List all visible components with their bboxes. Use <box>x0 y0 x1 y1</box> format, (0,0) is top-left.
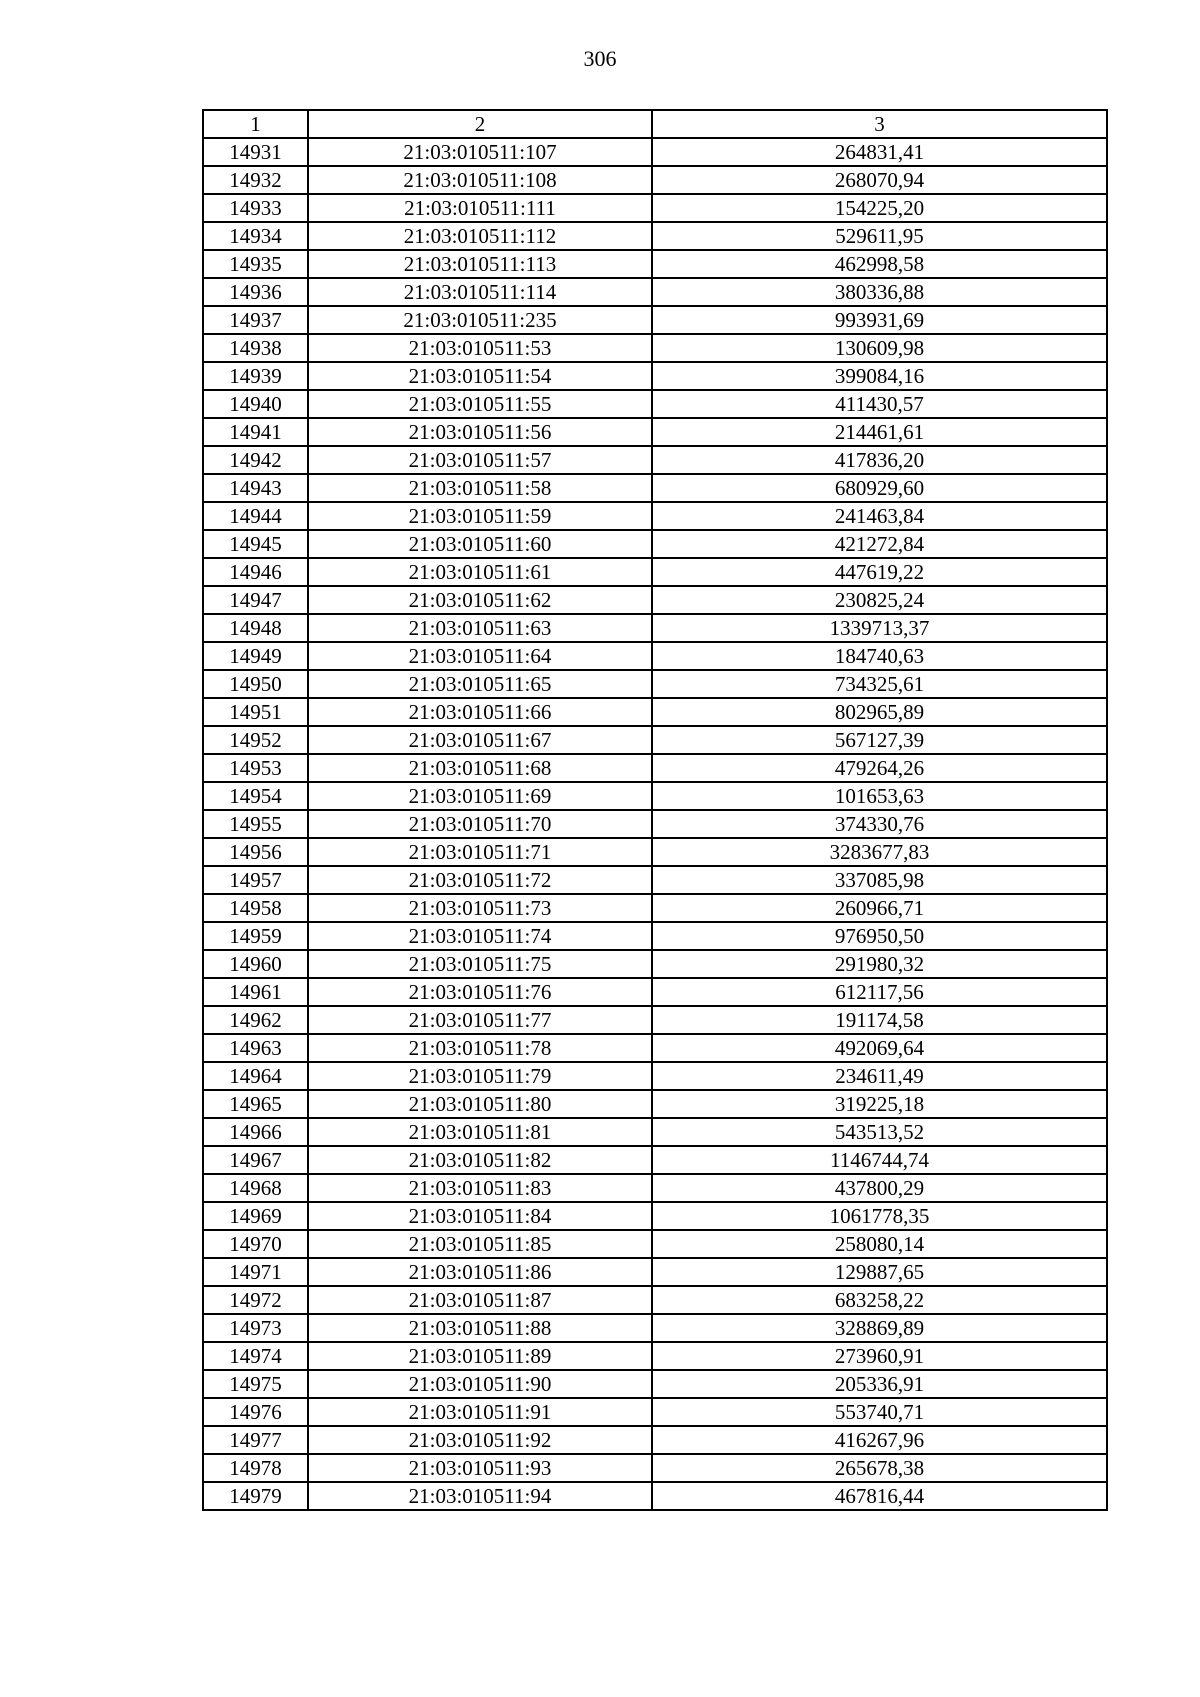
row-number-cell: 14974 <box>203 1342 308 1370</box>
table-header <box>203 110 1107 138</box>
value-cell: 467816,44 <box>652 1482 1107 1510</box>
row-number-cell: 14967 <box>203 1146 308 1174</box>
table-row <box>203 586 1107 614</box>
value-cell: 380336,88 <box>652 278 1107 306</box>
value-cell: 543513,52 <box>652 1118 1107 1146</box>
row-number-cell: 14944 <box>203 502 308 530</box>
table-row <box>203 726 1107 754</box>
value-cell: 129887,65 <box>652 1258 1107 1286</box>
cadastral-number-cell: 21:03:010511:75 <box>308 950 652 978</box>
table-row <box>203 418 1107 446</box>
row-number-cell: 14970 <box>203 1230 308 1258</box>
table-body <box>203 138 1107 1510</box>
cadastral-number-cell: 21:03:010511:85 <box>308 1230 652 1258</box>
value-cell: 241463,84 <box>652 502 1107 530</box>
cadastral-number-cell: 21:03:010511:114 <box>308 278 652 306</box>
table-row <box>203 698 1107 726</box>
row-number-cell: 14963 <box>203 1034 308 1062</box>
row-number-cell: 14954 <box>203 782 308 810</box>
page-number: 306 <box>583 46 617 71</box>
value-cell: 734325,61 <box>652 670 1107 698</box>
value-cell: 337085,98 <box>652 866 1107 894</box>
table-row <box>203 194 1107 222</box>
value-cell: 416267,96 <box>652 1426 1107 1454</box>
table-row <box>203 922 1107 950</box>
cadastral-number-cell: 21:03:010511:53 <box>308 334 652 362</box>
table-row <box>203 838 1107 866</box>
cadastral-number-cell: 21:03:010511:59 <box>308 502 652 530</box>
cadastral-number-cell: 21:03:010511:111 <box>308 194 652 222</box>
row-number-cell: 14957 <box>203 866 308 894</box>
cadastral-number-cell: 21:03:010511:87 <box>308 1286 652 1314</box>
cadastral-number-cell: 21:03:010511:70 <box>308 810 652 838</box>
value-cell: 421272,84 <box>652 530 1107 558</box>
table-row <box>203 306 1107 334</box>
cadastral-number-cell: 21:03:010511:72 <box>308 866 652 894</box>
value-cell: 328869,89 <box>652 1314 1107 1342</box>
row-number-cell: 14977 <box>203 1426 308 1454</box>
cadastral-number-cell: 21:03:010511:107 <box>308 138 652 166</box>
table-row <box>203 362 1107 390</box>
row-number-cell: 14955 <box>203 810 308 838</box>
cadastral-number-cell: 21:03:010511:83 <box>308 1174 652 1202</box>
table-row <box>203 530 1107 558</box>
table-row <box>203 474 1107 502</box>
table-row <box>203 278 1107 306</box>
value-cell: 374330,76 <box>652 810 1107 838</box>
value-cell: 1061778,35 <box>652 1202 1107 1230</box>
value-cell: 492069,64 <box>652 1034 1107 1062</box>
cadastral-number-cell: 21:03:010511:71 <box>308 838 652 866</box>
row-number-cell: 14940 <box>203 390 308 418</box>
cadastral-number-cell: 21:03:010511:57 <box>308 446 652 474</box>
row-number-cell: 14972 <box>203 1286 308 1314</box>
cadastral-number-cell: 21:03:010511:81 <box>308 1118 652 1146</box>
value-cell: 291980,32 <box>652 950 1107 978</box>
row-number-cell: 14943 <box>203 474 308 502</box>
row-number-cell: 14931 <box>203 138 308 166</box>
table-row <box>203 978 1107 1006</box>
value-cell: 462998,58 <box>652 250 1107 278</box>
row-number-cell: 14947 <box>203 586 308 614</box>
cadastral-number-cell: 21:03:010511:112 <box>308 222 652 250</box>
table-row <box>203 222 1107 250</box>
table-row <box>203 1258 1107 1286</box>
table-row <box>203 1118 1107 1146</box>
table-row <box>203 866 1107 894</box>
row-number-cell: 14934 <box>203 222 308 250</box>
cadastral-number-cell: 21:03:010511:76 <box>308 978 652 1006</box>
table-row <box>203 950 1107 978</box>
row-number-cell: 14961 <box>203 978 308 1006</box>
row-number-cell: 14948 <box>203 614 308 642</box>
cadastral-number-cell: 21:03:010511:94 <box>308 1482 652 1510</box>
value-cell: 258080,14 <box>652 1230 1107 1258</box>
value-cell: 976950,50 <box>652 922 1107 950</box>
cadastral-number-cell: 21:03:010511:108 <box>308 166 652 194</box>
cadastral-number-cell: 21:03:010511:92 <box>308 1426 652 1454</box>
row-number-cell: 14960 <box>203 950 308 978</box>
row-number-cell: 14936 <box>203 278 308 306</box>
row-number-cell: 14973 <box>203 1314 308 1342</box>
row-number-cell: 14969 <box>203 1202 308 1230</box>
row-number-cell: 14956 <box>203 838 308 866</box>
row-number-cell: 14942 <box>203 446 308 474</box>
row-number-cell: 14971 <box>203 1258 308 1286</box>
value-cell: 264831,41 <box>652 138 1107 166</box>
row-number-cell: 14959 <box>203 922 308 950</box>
value-cell: 1146744,74 <box>652 1146 1107 1174</box>
cadastral-number-cell: 21:03:010511:113 <box>308 250 652 278</box>
cadastral-number-cell: 21:03:010511:80 <box>308 1090 652 1118</box>
row-number-cell: 14964 <box>203 1062 308 1090</box>
column-header-3: 3 <box>652 110 1107 138</box>
row-number-cell: 14978 <box>203 1454 308 1482</box>
row-number-cell: 14952 <box>203 726 308 754</box>
row-number-cell: 14939 <box>203 362 308 390</box>
cadastral-number-cell: 21:03:010511:78 <box>308 1034 652 1062</box>
row-number-cell: 14932 <box>203 166 308 194</box>
table-row <box>203 782 1107 810</box>
table-row <box>203 1370 1107 1398</box>
cadastral-number-cell: 21:03:010511:62 <box>308 586 652 614</box>
table-row <box>203 1454 1107 1482</box>
table-row <box>203 1090 1107 1118</box>
table-row <box>203 334 1107 362</box>
table-row <box>203 446 1107 474</box>
value-cell: 417836,20 <box>652 446 1107 474</box>
row-number-cell: 14979 <box>203 1482 308 1510</box>
cadastral-number-cell: 21:03:010511:67 <box>308 726 652 754</box>
table-row <box>203 138 1107 166</box>
value-cell: 230825,24 <box>652 586 1107 614</box>
cadastral-number-cell: 21:03:010511:77 <box>308 1006 652 1034</box>
cadastral-number-cell: 21:03:010511:90 <box>308 1370 652 1398</box>
row-number-cell: 14968 <box>203 1174 308 1202</box>
row-number-cell: 14975 <box>203 1370 308 1398</box>
value-cell: 191174,58 <box>652 1006 1107 1034</box>
cadastral-number-cell: 21:03:010511:65 <box>308 670 652 698</box>
cadastral-number-cell: 21:03:010511:55 <box>308 390 652 418</box>
value-cell: 154225,20 <box>652 194 1107 222</box>
value-cell: 680929,60 <box>652 474 1107 502</box>
row-number-cell: 14941 <box>203 418 308 446</box>
table-row <box>203 502 1107 530</box>
table-row <box>203 810 1107 838</box>
cadastral-number-cell: 21:03:010511:82 <box>308 1146 652 1174</box>
cadastral-number-cell: 21:03:010511:88 <box>308 1314 652 1342</box>
row-number-cell: 14946 <box>203 558 308 586</box>
row-number-cell: 14962 <box>203 1006 308 1034</box>
table-row <box>203 1006 1107 1034</box>
header-row <box>203 110 1107 138</box>
table-row <box>203 1342 1107 1370</box>
cadastral-number-cell: 21:03:010511:86 <box>308 1258 652 1286</box>
cadastral-number-cell: 21:03:010511:91 <box>308 1398 652 1426</box>
column-header-1: 1 <box>203 110 308 138</box>
table-row <box>203 1146 1107 1174</box>
cadastral-number-cell: 21:03:010511:74 <box>308 922 652 950</box>
value-cell: 479264,26 <box>652 754 1107 782</box>
row-number-cell: 14965 <box>203 1090 308 1118</box>
row-number-cell: 14938 <box>203 334 308 362</box>
cadastral-number-cell: 21:03:010511:58 <box>308 474 652 502</box>
value-cell: 993931,69 <box>652 306 1107 334</box>
value-cell: 411430,57 <box>652 390 1107 418</box>
value-cell: 184740,63 <box>652 642 1107 670</box>
cadastral-number-cell: 21:03:010511:73 <box>308 894 652 922</box>
table-row <box>203 1230 1107 1258</box>
cadastral-number-cell: 21:03:010511:69 <box>308 782 652 810</box>
value-cell: 567127,39 <box>652 726 1107 754</box>
row-number-cell: 14933 <box>203 194 308 222</box>
value-cell: 214461,61 <box>652 418 1107 446</box>
value-cell: 260966,71 <box>652 894 1107 922</box>
value-cell: 265678,38 <box>652 1454 1107 1482</box>
row-number-cell: 14950 <box>203 670 308 698</box>
value-cell: 802965,89 <box>652 698 1107 726</box>
row-number-cell: 14937 <box>203 306 308 334</box>
table-row <box>203 670 1107 698</box>
cadastral-number-cell: 21:03:010511:54 <box>308 362 652 390</box>
row-number-cell: 14953 <box>203 754 308 782</box>
value-cell: 205336,91 <box>652 1370 1107 1398</box>
value-cell: 273960,91 <box>652 1342 1107 1370</box>
value-cell: 101653,63 <box>652 782 1107 810</box>
row-number-cell: 14958 <box>203 894 308 922</box>
cadastral-number-cell: 21:03:010511:56 <box>308 418 652 446</box>
cadastral-number-cell: 21:03:010511:68 <box>308 754 652 782</box>
value-cell: 683258,22 <box>652 1286 1107 1314</box>
data-table <box>202 109 1108 1511</box>
table-row <box>203 614 1107 642</box>
row-number-cell: 14935 <box>203 250 308 278</box>
table-row <box>203 642 1107 670</box>
table-row <box>203 1202 1107 1230</box>
row-number-cell: 14951 <box>203 698 308 726</box>
value-cell: 130609,98 <box>652 334 1107 362</box>
table-row <box>203 558 1107 586</box>
value-cell: 234611,49 <box>652 1062 1107 1090</box>
value-cell: 268070,94 <box>652 166 1107 194</box>
table-row <box>203 894 1107 922</box>
value-cell: 399084,16 <box>652 362 1107 390</box>
value-cell: 612117,56 <box>652 978 1107 1006</box>
table-row <box>203 1482 1107 1510</box>
table-row <box>203 1034 1107 1062</box>
cadastral-number-cell: 21:03:010511:84 <box>308 1202 652 1230</box>
table-row <box>203 390 1107 418</box>
table-row <box>203 250 1107 278</box>
value-cell: 529611,95 <box>652 222 1107 250</box>
table-row <box>203 1062 1107 1090</box>
cadastral-number-cell: 21:03:010511:235 <box>308 306 652 334</box>
row-number-cell: 14976 <box>203 1398 308 1426</box>
table-row <box>203 1314 1107 1342</box>
cadastral-number-cell: 21:03:010511:60 <box>308 530 652 558</box>
table-row <box>203 754 1107 782</box>
value-cell: 437800,29 <box>652 1174 1107 1202</box>
value-cell: 319225,18 <box>652 1090 1107 1118</box>
table-row <box>203 1174 1107 1202</box>
cadastral-number-cell: 21:03:010511:63 <box>308 614 652 642</box>
value-cell: 553740,71 <box>652 1398 1107 1426</box>
column-header-2: 2 <box>308 110 652 138</box>
value-cell: 1339713,37 <box>652 614 1107 642</box>
cadastral-number-cell: 21:03:010511:89 <box>308 1342 652 1370</box>
cadastral-number-cell: 21:03:010511:66 <box>308 698 652 726</box>
cadastral-number-cell: 21:03:010511:93 <box>308 1454 652 1482</box>
table-row <box>203 166 1107 194</box>
row-number-cell: 14949 <box>203 642 308 670</box>
value-cell: 447619,22 <box>652 558 1107 586</box>
row-number-cell: 14945 <box>203 530 308 558</box>
table-row <box>203 1286 1107 1314</box>
table-row <box>203 1426 1107 1454</box>
table-row <box>203 1398 1107 1426</box>
cadastral-number-cell: 21:03:010511:79 <box>308 1062 652 1090</box>
cadastral-number-cell: 21:03:010511:61 <box>308 558 652 586</box>
value-cell: 3283677,83 <box>652 838 1107 866</box>
row-number-cell: 14966 <box>203 1118 308 1146</box>
cadastral-number-cell: 21:03:010511:64 <box>308 642 652 670</box>
